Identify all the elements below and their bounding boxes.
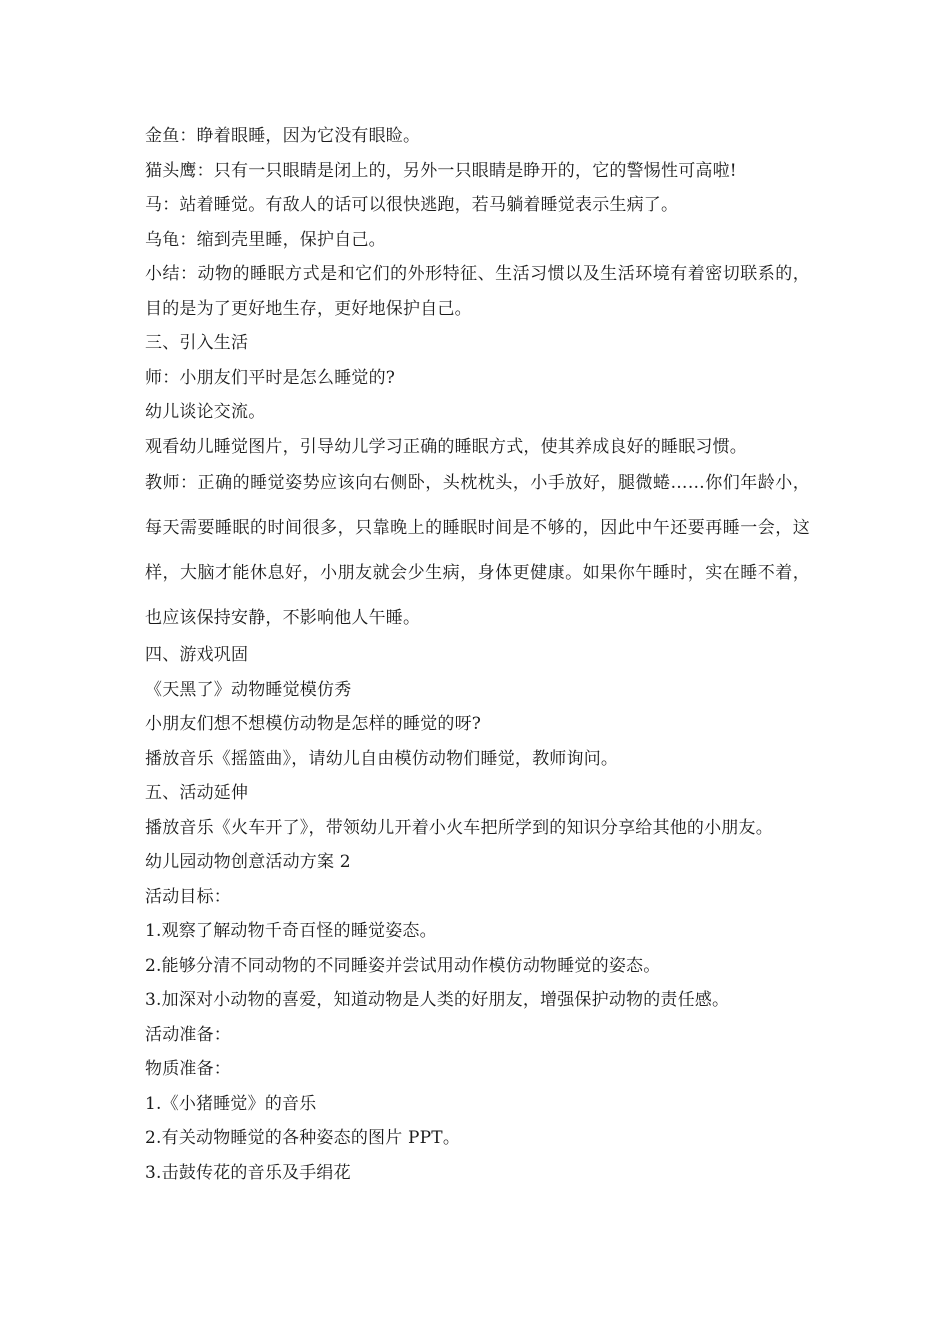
section-heading-4: 四、游戏巩固 — [145, 645, 249, 665]
material-heading: 物质准备： — [145, 1059, 231, 1079]
material-item: 2.有关动物睡觉的各种姿态的图片 PPT。 — [145, 1128, 461, 1148]
game-music: 播放音乐《摇篮曲》，请幼儿自由模仿动物们睡觉，教师询问。 — [145, 748, 619, 769]
section-heading-3: 三、引入生活 — [145, 333, 249, 353]
goal-item: 3.加深对小动物的喜爱，知道动物是人类的好朋友，增强保护动物的责任感。 — [145, 990, 730, 1010]
goals-heading: 活动目标： — [145, 886, 231, 907]
watch-pictures-line: 观看幼儿睡觉图片，引导幼儿学习正确的睡眠方式，使其养成良好的睡眠习惯。 — [145, 436, 747, 457]
extension-paragraph: 播放音乐《火车开了》，带领幼儿开着小火车把所学到的知识分享给其他的小朋友。 — [145, 817, 773, 838]
children-discussion: 幼儿谈论交流。 — [145, 402, 266, 422]
teacher-paragraph: 教师：正确的睡觉姿势应该向右侧卧，头枕枕头，小手放好，腿微蜷……你们年龄小，每天需要睡眠的时间很多，只靠晚上的睡眠时间是不够的，因此中午还要再睡一会，这样，大脑才能休息好，小朋友就会少生病，身体更健康。如果你午睡时，实在睡不着，也应该保持安静，不影响他人午睡。 — [145, 473, 810, 628]
text-line-goldfish: 金鱼：睁着眼睡，因为它没有眼睑。 — [145, 126, 421, 146]
text-line-horse: 马：站着睡觉。有敌人的话可以很快逃跑，若马躺着睡觉表示生病了。 — [145, 195, 679, 215]
text-line-turtle: 乌龟：缩到壳里睡，保护自己。 — [145, 229, 386, 250]
game-question: 小朋友们想不想模仿动物是怎样的睡觉的呀? — [145, 714, 482, 734]
game-title: 《天黑了》动物睡觉模仿秀 — [145, 679, 352, 700]
goal-item: 2.能够分清不同动物的不同睡姿并尝试用动作模仿动物睡觉的姿态。 — [145, 955, 661, 976]
material-item: 1.《小猪睡觉》的音乐 — [145, 1093, 317, 1114]
teacher-question: 师：小朋友们平时是怎么睡觉的? — [145, 367, 396, 388]
text-line-owl: 猫头鹰：只有一只眼睛是闭上的，另外一只眼睛是睁开的，它的警惕性可高啦! — [145, 160, 737, 181]
material-item: 3.击鼓传花的音乐及手绢花 — [145, 1162, 351, 1183]
prep-heading: 活动准备： — [145, 1024, 231, 1045]
document-page — [145, 119, 810, 1190]
section-heading-5: 五、活动延伸 — [145, 783, 249, 803]
goal-item: 1.观察了解动物千奇百怪的睡觉姿态。 — [145, 921, 437, 941]
plan-2-title: 幼儿园动物创意活动方案 2 — [145, 852, 351, 872]
summary-paragraph: 小结：动物的睡眠方式是和它们的外形特征、生活习惯以及生活环境有着密切联系的，目的是为了更好地生存，更好地保护自己。 — [145, 264, 810, 319]
